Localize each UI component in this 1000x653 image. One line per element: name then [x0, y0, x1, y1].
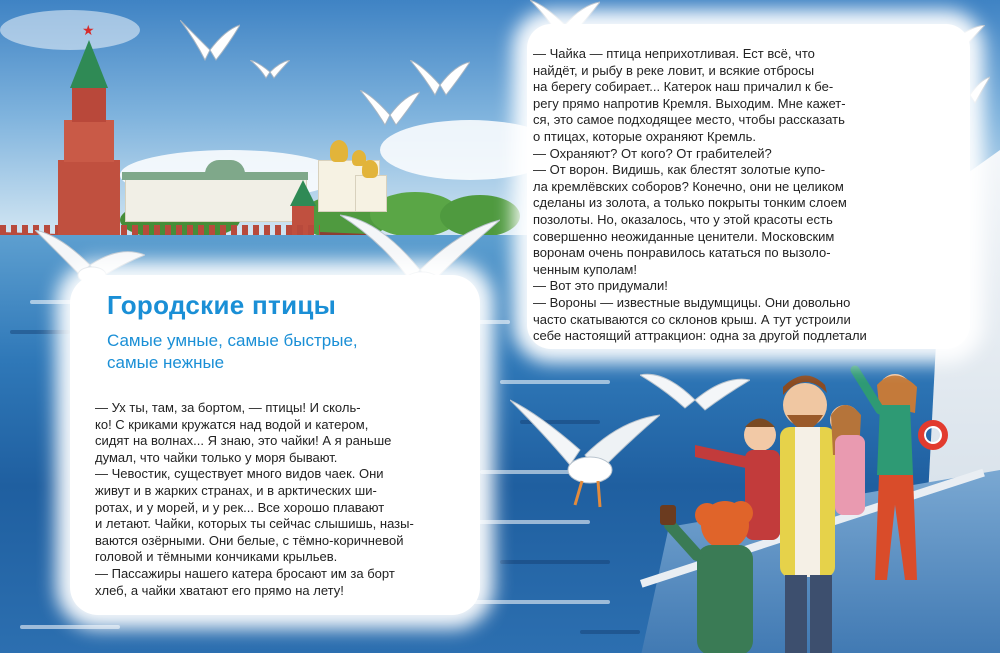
grand-kremlin-palace [125, 178, 307, 222]
golden-dome-icon [362, 160, 378, 178]
text-line: — Чайка — птица неприхотливая. Ест всё, что [533, 46, 815, 61]
golden-dome-icon [330, 140, 348, 162]
palace-cupola [205, 160, 245, 174]
left-body-text [95, 400, 470, 599]
text-line: воронам очень понравилось кататься по вызоло- [533, 245, 831, 261]
cloud [0, 10, 140, 50]
text-line: и летают. Чайки, которых ты сейчас слышишь, назы- [95, 516, 414, 532]
text-line: — Ух ты, там, за бортом, — птицы! И сколь- [95, 400, 361, 415]
text-line: думал, что чайки только у моря бывают. [95, 449, 338, 465]
right-body-text [533, 46, 965, 345]
text-line: головой и тёмными кончиками крыльев. [95, 549, 338, 565]
text-line: найдёт, и рыбу в реке ловит, и всякие отбросы [533, 62, 815, 78]
wave [20, 625, 120, 629]
text-line: ко! С криками кружатся над водой и катером, [95, 416, 369, 432]
boy-shirt [745, 450, 780, 540]
bell-tower [355, 175, 387, 212]
wave [470, 600, 610, 604]
woman-shirt [877, 405, 913, 475]
text-line: — От ворон. Видишь, как блестят золотые купо- [533, 162, 826, 178]
page-title: Городские птицы [107, 290, 337, 320]
text-line: — Вороны — известные выдумщицы. Они довольно [533, 294, 851, 310]
seagull-icon [640, 370, 750, 420]
subtitle-line: самые нежные [107, 353, 225, 372]
text-line: ротах, и у морей, и у рек... Все хорошо плавают [95, 499, 385, 515]
text-line: на берегу собирает... Катерок наш причалил к бе- [533, 79, 834, 95]
text-line: ченным куполам! [533, 261, 637, 277]
tower-upper-tier [64, 120, 114, 162]
wave [500, 560, 610, 564]
page-subtitle [107, 330, 397, 374]
girl-dress [835, 435, 865, 515]
tower-tier [72, 85, 106, 122]
text-line: совершенно неожиданные ценители. Московским [533, 228, 835, 244]
text-line: позолоты. Но, оказалось, что у этой красоты есть [533, 211, 833, 227]
text-line: — Пассажиры нашего катера бросают им за борт [95, 565, 395, 581]
subtitle-line: Самые умные, самые быстрые, [107, 331, 358, 350]
text-line: сидят на волнах... Я знаю, это чайки! А я раньше [95, 433, 392, 449]
seagull-icon [360, 90, 420, 140]
text-line: ла кремлёвских соборов? Конечно, они не целиком [533, 178, 844, 194]
text-line: регу прямо напротив Кремля. Выходим. Мне кажет- [533, 95, 846, 111]
seagull-icon [180, 20, 240, 80]
text-line: часто скатываются со склонов крыш. А тут устроили [533, 311, 851, 327]
wave [10, 330, 70, 334]
text-line: ся, это самое подходящее место, чтобы рассказать [533, 112, 845, 128]
text-line: ваются озёрными. Они белые, с тёмно-коричневой [95, 532, 404, 548]
text-line: живут и в жарких странах, и в арктических ши- [95, 482, 377, 498]
text-line: — Охраняют? От кого? От грабителей? [533, 145, 772, 161]
seagull-icon [510, 395, 660, 515]
wave [580, 630, 640, 634]
text-line: — Чевостик, существует много видов чаек. Они [95, 466, 384, 482]
red-star-icon: ★ [82, 22, 95, 38]
text-line: себе настоящий аттракцион: одна за другой подлетали [533, 328, 867, 344]
bread-icon [660, 505, 676, 525]
wave [500, 380, 610, 384]
text-line: — Вот это придумали! [533, 278, 668, 294]
text-line: хлеб, а чайки хватают его прямо на лету! [95, 582, 344, 598]
chevostik-jacket [697, 545, 753, 653]
seagull-icon [250, 60, 290, 85]
text-line: о птицах, которые охраняют Кремль. [533, 128, 756, 144]
text-line: сделаны из золота, а только покрыты тонким слоем [533, 195, 847, 211]
